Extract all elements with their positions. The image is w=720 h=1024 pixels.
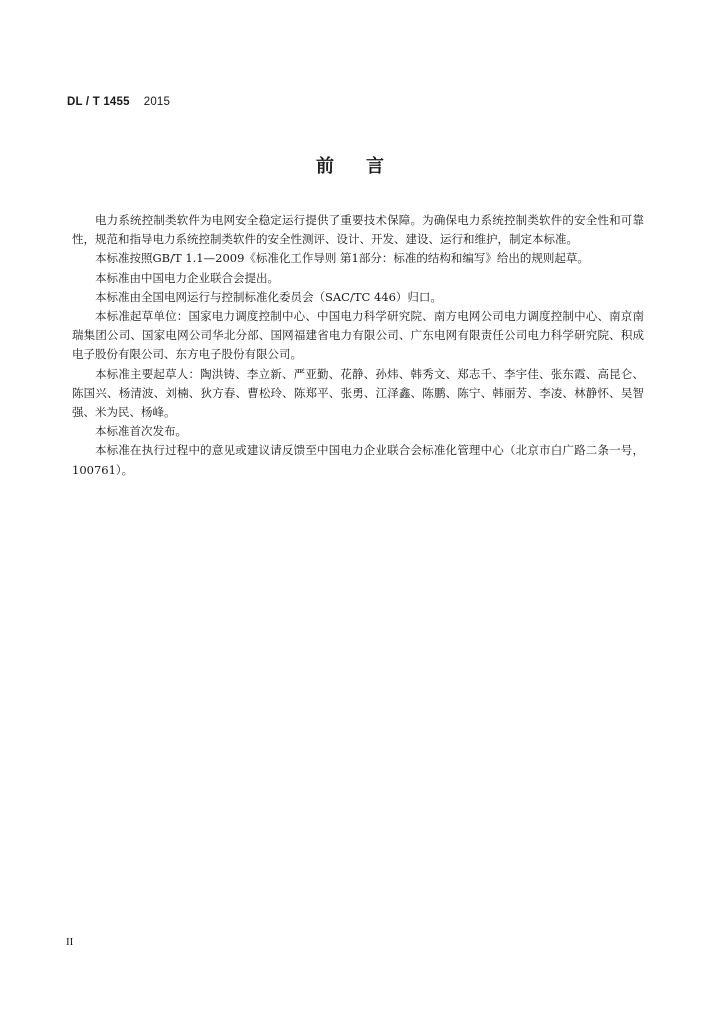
page-header [67, 96, 170, 108]
paragraph-drafters: 本标准主要起草人：陶洪铸、李立新、严亚勤、花静、孙炜、韩秀文、郑志千、李宇佳、张东霞、高昆仑、陈国兴、杨清波、刘楠、狄方春、曹松玲、陈郑平、张勇、江泽鑫、陈鹏、陈宁、韩丽芳、李凌、林静怀、吴智强、米为民、杨峰。 [72, 366, 644, 420]
paragraph-proposer: 本标准由中国电力企业联合会提出。 [95, 270, 279, 285]
page-number: II [66, 936, 74, 948]
paragraph-committee: 本标准由全国电网运行与控制标准化委员会（SAC/TC 446）归口。 [95, 289, 442, 304]
foreword-body [72, 211, 644, 480]
paragraph-feedback: 本标准在执行过程中的意见或建议请反馈至中国电力企业联合会标准化管理中心（北京市白广路二条一号，100761）。 [72, 443, 644, 477]
standard-year: 2015 [143, 96, 171, 108]
paragraph-drafting-rules: 本标准按照GB/T 1.1—2009《标准化工作导则 第1部分：标准的结构和编写》给出的规则起草。 [95, 251, 589, 266]
paragraph-drafting-units: 本标准起草单位：国家电力调度控制中心、中国电力科学研究院、南方电网公司电力调度控制中心、南京南瑞集团公司、国家电网公司华北分部、国网福建省电力有限公司、广东电网有限责任公司电力科学研究院、积成电子股份有限公司、东方电子股份有限公司。 [72, 309, 644, 362]
standard-code: DL / T 1455 [67, 96, 130, 108]
paragraph-first-release: 本标准首次发布。 [95, 424, 187, 439]
page-title: 前言 [316, 156, 416, 177]
paragraph-intro: 电力系统控制类软件为电网安全稳定运行提供了重要技术保障。为确保电力系统控制类软件的安全性和可靠性，规范和指导电力系统控制类软件的安全性测评、设计、开发、建设、运行和维护，制定本标准。 [72, 213, 644, 247]
